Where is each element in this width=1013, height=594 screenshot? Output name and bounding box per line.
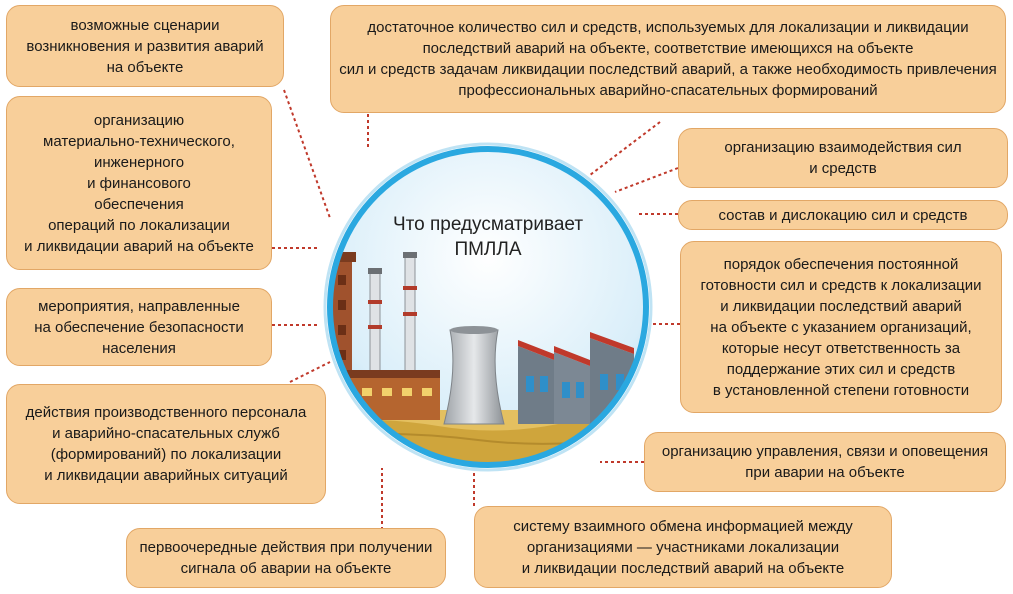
central-circle	[318, 140, 658, 474]
industrial-illustration	[318, 140, 658, 474]
box-accident-scenarios: возможные сценарии возникновения и развития аварий на объекте	[6, 5, 284, 87]
box-personnel-actions: действия производственного персонала и аварийно-спасательных служб (формирований) по локализации и ликвидации аварийных ситуаций	[6, 384, 326, 504]
box-information-exchange: систему взаимного обмена информацией между организациями — участниками локализации и ликвидации последствий аварий на объекте	[474, 506, 892, 588]
box-first-actions: первоочередные действия при получении сигнала об аварии на объекте	[126, 528, 446, 588]
box-interaction: организацию взаимодействия сил и средств	[678, 128, 1008, 188]
central-title: Что предусматривает ПМЛЛА	[392, 214, 584, 260]
box-readiness-procedure: порядок обеспечения постоянной готовности сил и средств к локализации и ликвидации последствий аварий на объекте с указанием организаций, которые несут ответственность за поддержание этих сил и средств в установленной степени готовности	[680, 241, 1002, 413]
box-population-safety: мероприятия, направленные на обеспечение безопасности населения	[6, 288, 272, 366]
box-forces-sufficiency: достаточное количество сил и средств, используемых для локализации и ликвидации последствий аварий на объекте, соответствие имеющихся на объекте сил и средств задачам ликвидации последствий аварий, а также необходимость привлечения профессиональных аварийно-спасательных формирований	[330, 5, 1006, 113]
box-logistics-support: организацию материально-технического, инженерного и финансового обеспечения операций по локализации и ликвидации аварий на объекте	[6, 96, 272, 270]
box-composition-deployment: состав и дислокацию сил и средств	[678, 200, 1008, 230]
box-management-communication: организацию управления, связи и оповещения при аварии на объекте	[644, 432, 1006, 492]
